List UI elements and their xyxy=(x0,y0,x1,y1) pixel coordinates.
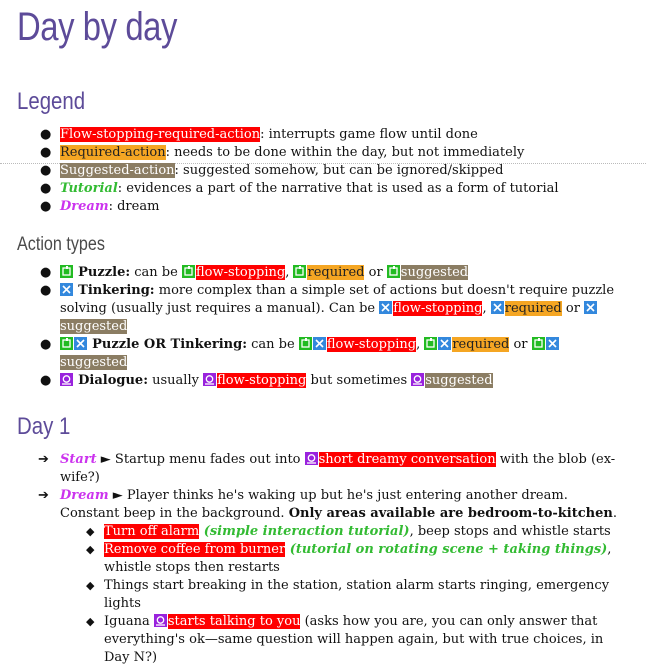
tools-icon xyxy=(379,301,392,314)
dialogue-icon xyxy=(203,373,216,386)
action-type-dialogue: ● Dialogue: usually flow-stopping but sometimes suggested xyxy=(40,373,493,388)
legend-item: ● Tutorial: evidences a part of the narrative that is used as a form of tutorial xyxy=(40,181,559,196)
day1-heading: Day 1 xyxy=(17,413,71,440)
action-types-heading: Action types xyxy=(17,234,105,255)
dialogue-icon xyxy=(305,452,318,465)
day1-start-item: ➔ Start ► Startup menu fades out into short dreamy conversation with the blob (ex-wife?) xyxy=(38,452,616,485)
day1-dream-subitems xyxy=(86,523,614,667)
action-type-puzzle: ● Puzzle: can be flow-stopping, required or suggested xyxy=(40,265,469,280)
list-item: ◆ Turn off alarm (simple interaction tutorial), beep stops and whistle starts xyxy=(86,524,611,539)
dialogue-icon xyxy=(411,373,424,386)
legend-item: ● Dream: dream xyxy=(40,199,160,214)
puzzle-icon xyxy=(387,265,400,278)
tools-icon xyxy=(491,301,504,314)
legend-item: ● Flow-stopping-required-action: interrupts game flow until done xyxy=(40,127,478,142)
tools-icon xyxy=(438,337,451,350)
tools-icon xyxy=(74,337,87,350)
tools-icon xyxy=(584,301,597,314)
tools-icon xyxy=(313,337,326,350)
legend-list xyxy=(40,126,620,216)
page-title: Day by day xyxy=(17,5,177,49)
puzzle-icon xyxy=(299,337,312,350)
list-item: ◆ Iguana starts talking to you (asks how you are, you can only answer that everything's ok—same question will happen again, but with true choices, in Day N?) xyxy=(86,614,604,665)
day1-dream-item: ➔ Dream ► Player thinks he's waking up but he's just entering another dream. Constant beep in the background. Only areas available are bedroom-to-kitchen. ◆ Turn off alarm (simple interaction tutorial), beep stops and whistle starts ◆ Remove coffee from burner (tutorial on rotating scene + taking things), whistle stops then restarts ◆ Things start breaking in the station, station alarm starts ringing, emergency lights ◆ Iguana starts talking to you (asks how you are, you can only answer that everything's ok—same question will happen again, but with true choices, in Day N?) xyxy=(38,488,617,665)
day1-list xyxy=(38,451,620,667)
puzzle-icon xyxy=(293,265,306,278)
puzzle-icon xyxy=(182,265,195,278)
legend-item: ● Suggested-action: suggested somehow, but can be ignored/skipped xyxy=(40,163,504,178)
tools-icon xyxy=(60,283,73,296)
list-item: ◆ Remove coffee from burner (tutorial on rotating scene + taking things), whistle stops then restarts xyxy=(86,542,612,575)
list-item: ◆ Things start breaking in the station, station alarm starts ringing, emergency lights xyxy=(86,578,610,611)
legend-heading: Legend xyxy=(17,88,86,115)
puzzle-icon xyxy=(60,337,73,350)
action-type-tinkering: ● Tinkering: more complex than a simple set of actions but doesn't require puzzle solving (usually just requires a manual). Can be flow-stopping, required or suggested xyxy=(40,283,615,334)
puzzle-icon xyxy=(424,337,437,350)
puzzle-icon xyxy=(532,337,545,350)
dialogue-icon xyxy=(60,373,73,386)
action-types-list xyxy=(40,264,620,390)
tools-icon xyxy=(546,337,559,350)
puzzle-icon xyxy=(60,265,73,278)
legend-item: ● Required-action: needs to be done within the day, but not immediately xyxy=(40,145,525,160)
action-type-puzzle-or-tinkering: ● Puzzle OR Tinkering: can be flow-stopping, required or suggested xyxy=(60,336,620,372)
dialogue-icon xyxy=(154,614,167,627)
